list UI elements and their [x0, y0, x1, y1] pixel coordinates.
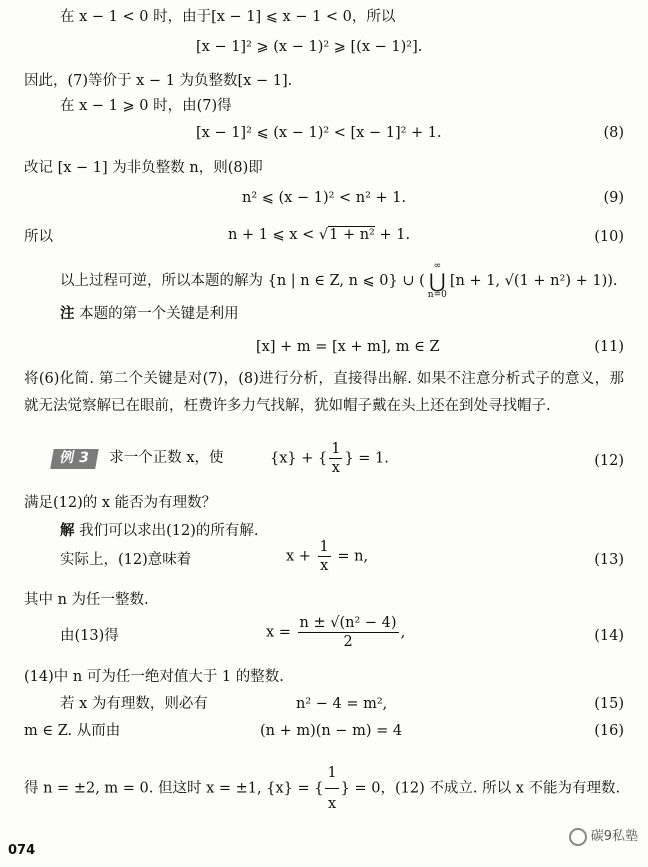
solution-line: [60, 262, 618, 300]
line-1: 在 x − 1 < 0 时，由于[x − 1] ⩽ x − 1 < 0，所以: [60, 9, 396, 25]
fraction-one-over-x: [329, 440, 342, 477]
solution-start: [60, 522, 258, 540]
eq12-part-a: {x} + {: [270, 450, 328, 467]
fraction-one-over-x: [318, 538, 331, 575]
fraction-numerator: 1: [329, 440, 342, 459]
p2-part-a: 得 n = ±2, m = 0. 但这时 x = ±1, {x} = {: [24, 780, 324, 797]
line-8: 其中 n 为任一整数.: [24, 592, 149, 608]
equation-16: (n + m)(n − m) = 4: [260, 723, 403, 739]
solution-text: 我们可以求出(12)的所有解.: [79, 523, 259, 539]
equation-number-14: (14): [594, 628, 624, 644]
equation-number-11: (11): [594, 339, 624, 355]
note-line: [60, 305, 239, 323]
equation-11: [x] + m = [x + m], m ∈ Z: [256, 339, 440, 355]
eq10-part-c: + 1.: [374, 227, 411, 243]
equation-15: n² − 4 = m²,: [296, 696, 388, 712]
fraction-denominator: x: [320, 558, 329, 575]
eq10-part-a: n + 1 ⩽ x <: [228, 227, 319, 243]
union-upper: ∞: [433, 261, 442, 271]
paragraph-2: [24, 758, 624, 819]
line-7: 实际上，(12)意味着: [60, 552, 192, 568]
line-10: (14)中 n 可为任一绝对值大于 1 的整数.: [24, 669, 284, 685]
line-11: 若 x 为有理数，则必有: [60, 696, 208, 712]
note-text: 本题的第一个关键是利用: [79, 306, 239, 322]
note-label: 注: [60, 306, 75, 322]
big-union: [428, 262, 447, 300]
equation-number-15: (15): [594, 696, 624, 712]
sqrt-sign: √: [318, 227, 329, 243]
line-5: 改记 [x − 1] 为非负整数 n，则(8)即: [24, 160, 263, 176]
union-lower: n=0: [427, 290, 447, 300]
example-text: 求一个正数 x，使: [109, 450, 224, 466]
fraction-denominator: x: [327, 796, 337, 812]
solution-part-1: 以上过程可逆，所以本题的解为 {n | n ∈ Z, n ⩽ 0} ∪ (: [60, 273, 425, 289]
fraction-denominator: x: [331, 460, 340, 477]
paragraph-1: 将(6)化简. 第二个关键是对(7)，(8)进行分析，直接得出解. 如果不注意分析式子的意义，那就无法觉察解已在眼前，枉费许多力气找解，犹如帽子戴在头上还在到处寻找帽子.: [24, 371, 624, 414]
so-label: 所以: [24, 229, 53, 245]
eq12-part-b: } = 1.: [344, 450, 389, 467]
fraction-numerator: 1: [318, 538, 331, 557]
equation-8: [x − 1]² ⩽ (x − 1)² < [x − 1]² + 1.: [196, 125, 442, 141]
eq14-denominator: 2: [343, 634, 353, 651]
equation-13: [286, 538, 368, 575]
wechat-icon: [569, 828, 587, 846]
eq10-radicand: 1 + n²: [329, 227, 375, 243]
solution-part-2: [n + 1, √(1 + n²) + 1)).: [449, 273, 618, 289]
fraction-quadratic-root: [298, 614, 399, 651]
equation-12: [270, 440, 389, 477]
equation-number-16: (16): [594, 723, 624, 739]
eq14-part-a: x =: [266, 624, 296, 641]
example-badge: 例 3: [50, 449, 98, 469]
line-6: 满足(12)的 x 能否为有理数？: [24, 495, 217, 511]
equation-number-9: (9): [603, 190, 624, 206]
watermark: [569, 828, 638, 846]
watermark-text: 碳9私塾: [590, 828, 638, 844]
eq14-part-b: ,: [400, 624, 406, 641]
equation-14: [266, 614, 405, 651]
equation-number-12: (12): [594, 453, 624, 469]
equation-10: [228, 226, 410, 244]
page-number: 074: [8, 843, 36, 858]
line-3: 因此，(7)等价于 x − 1 为负整数[x − 1].: [24, 73, 293, 89]
line-4: 在 x − 1 ⩾ 0 时，由(7)得: [60, 98, 232, 114]
equation-number-13: (13): [594, 552, 624, 568]
eq13-part-b: = n,: [332, 548, 369, 565]
solution-label: 解: [60, 523, 75, 539]
fraction-one-over-x: [325, 758, 338, 819]
p2-part-b: } = 0，(12) 不成立. 所以 x 不能为有理数.: [340, 780, 621, 797]
fraction-numerator: 1: [325, 758, 338, 789]
line-12: m ∈ Z. 从而由: [24, 723, 121, 739]
union-symbol: ⋃: [429, 269, 446, 293]
inequality-1: [x − 1]² ⩾ (x − 1)² ⩾ [(x − 1)²].: [196, 39, 423, 55]
line-9: 由(13)得: [60, 628, 119, 644]
eq14-numerator: n ± √(n² − 4): [298, 614, 399, 633]
equation-number-10: (10): [594, 229, 624, 245]
equation-number-8: (8): [603, 125, 624, 141]
example-3-line: [52, 449, 224, 469]
equation-9: n² ⩽ (x − 1)² < n² + 1.: [242, 190, 407, 206]
eq13-part-a: x +: [286, 548, 316, 565]
